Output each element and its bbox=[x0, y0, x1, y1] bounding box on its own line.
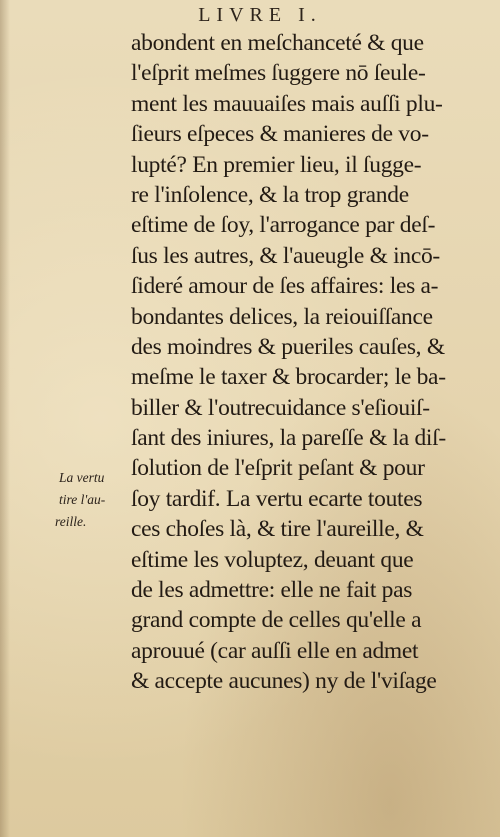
text-line: de les admettre: elle ne fait pas bbox=[131, 577, 413, 604]
text-line: ſoy tardif. La vertu ecarte toutes bbox=[131, 485, 423, 512]
text-line: ſant des iniures, la pareſſe & la diſ- bbox=[131, 425, 446, 452]
text-line: des moindres & pueriles cauſes, & bbox=[131, 333, 445, 360]
running-head: LIVRE I. bbox=[198, 4, 322, 26]
text-line: eſtime les voluptez, deuant que bbox=[131, 546, 414, 573]
text-line: eſtime de ſoy, l'arrogance par deſ- bbox=[131, 212, 436, 239]
text-line: biller & l'outrecuidance s'eſiouiſ- bbox=[131, 394, 430, 421]
text-line: ſieurs eſpeces & manieres de vo- bbox=[131, 121, 429, 148]
margin-note-line: reille. bbox=[55, 514, 87, 529]
text-line: bondantes delices, la reiouiſſance bbox=[131, 303, 433, 330]
margin-note-line: tire l'au- bbox=[59, 492, 106, 507]
text-line: lupté? En premier lieu, il ſugge- bbox=[131, 151, 422, 178]
text-line: ces choſes là, & tire l'aureille, & bbox=[131, 516, 424, 543]
text-line: l'eſprit meſmes ſuggere nō ſeule- bbox=[131, 60, 426, 87]
text-line: re l'inſolence, & la trop grande bbox=[131, 181, 409, 208]
text-line: & accepte aucunes) ny de l'viſage bbox=[131, 668, 437, 695]
text-line: ſus les autres, & l'aueugle & incō- bbox=[131, 242, 440, 269]
text-line: aprouué (car auſſi elle en admet bbox=[131, 637, 419, 664]
text-line: ſideré amour de ſes affaires: les a- bbox=[131, 273, 439, 300]
text-line: grand compte de celles qu'elle a bbox=[131, 607, 422, 634]
body-text bbox=[131, 28, 477, 697]
binding-shadow bbox=[0, 0, 10, 837]
text-line: abondent en meſchanceté & que bbox=[131, 30, 424, 56]
text-line: ſolution de l'eſprit peſant & pour bbox=[131, 455, 425, 482]
margin-note-line: La vertu bbox=[59, 470, 105, 485]
text-line: ment les mauuaiſes mais auſſi plu- bbox=[131, 90, 443, 117]
margin-note bbox=[55, 467, 125, 533]
text-line: meſme le taxer & brocarder; le ba- bbox=[131, 364, 446, 391]
